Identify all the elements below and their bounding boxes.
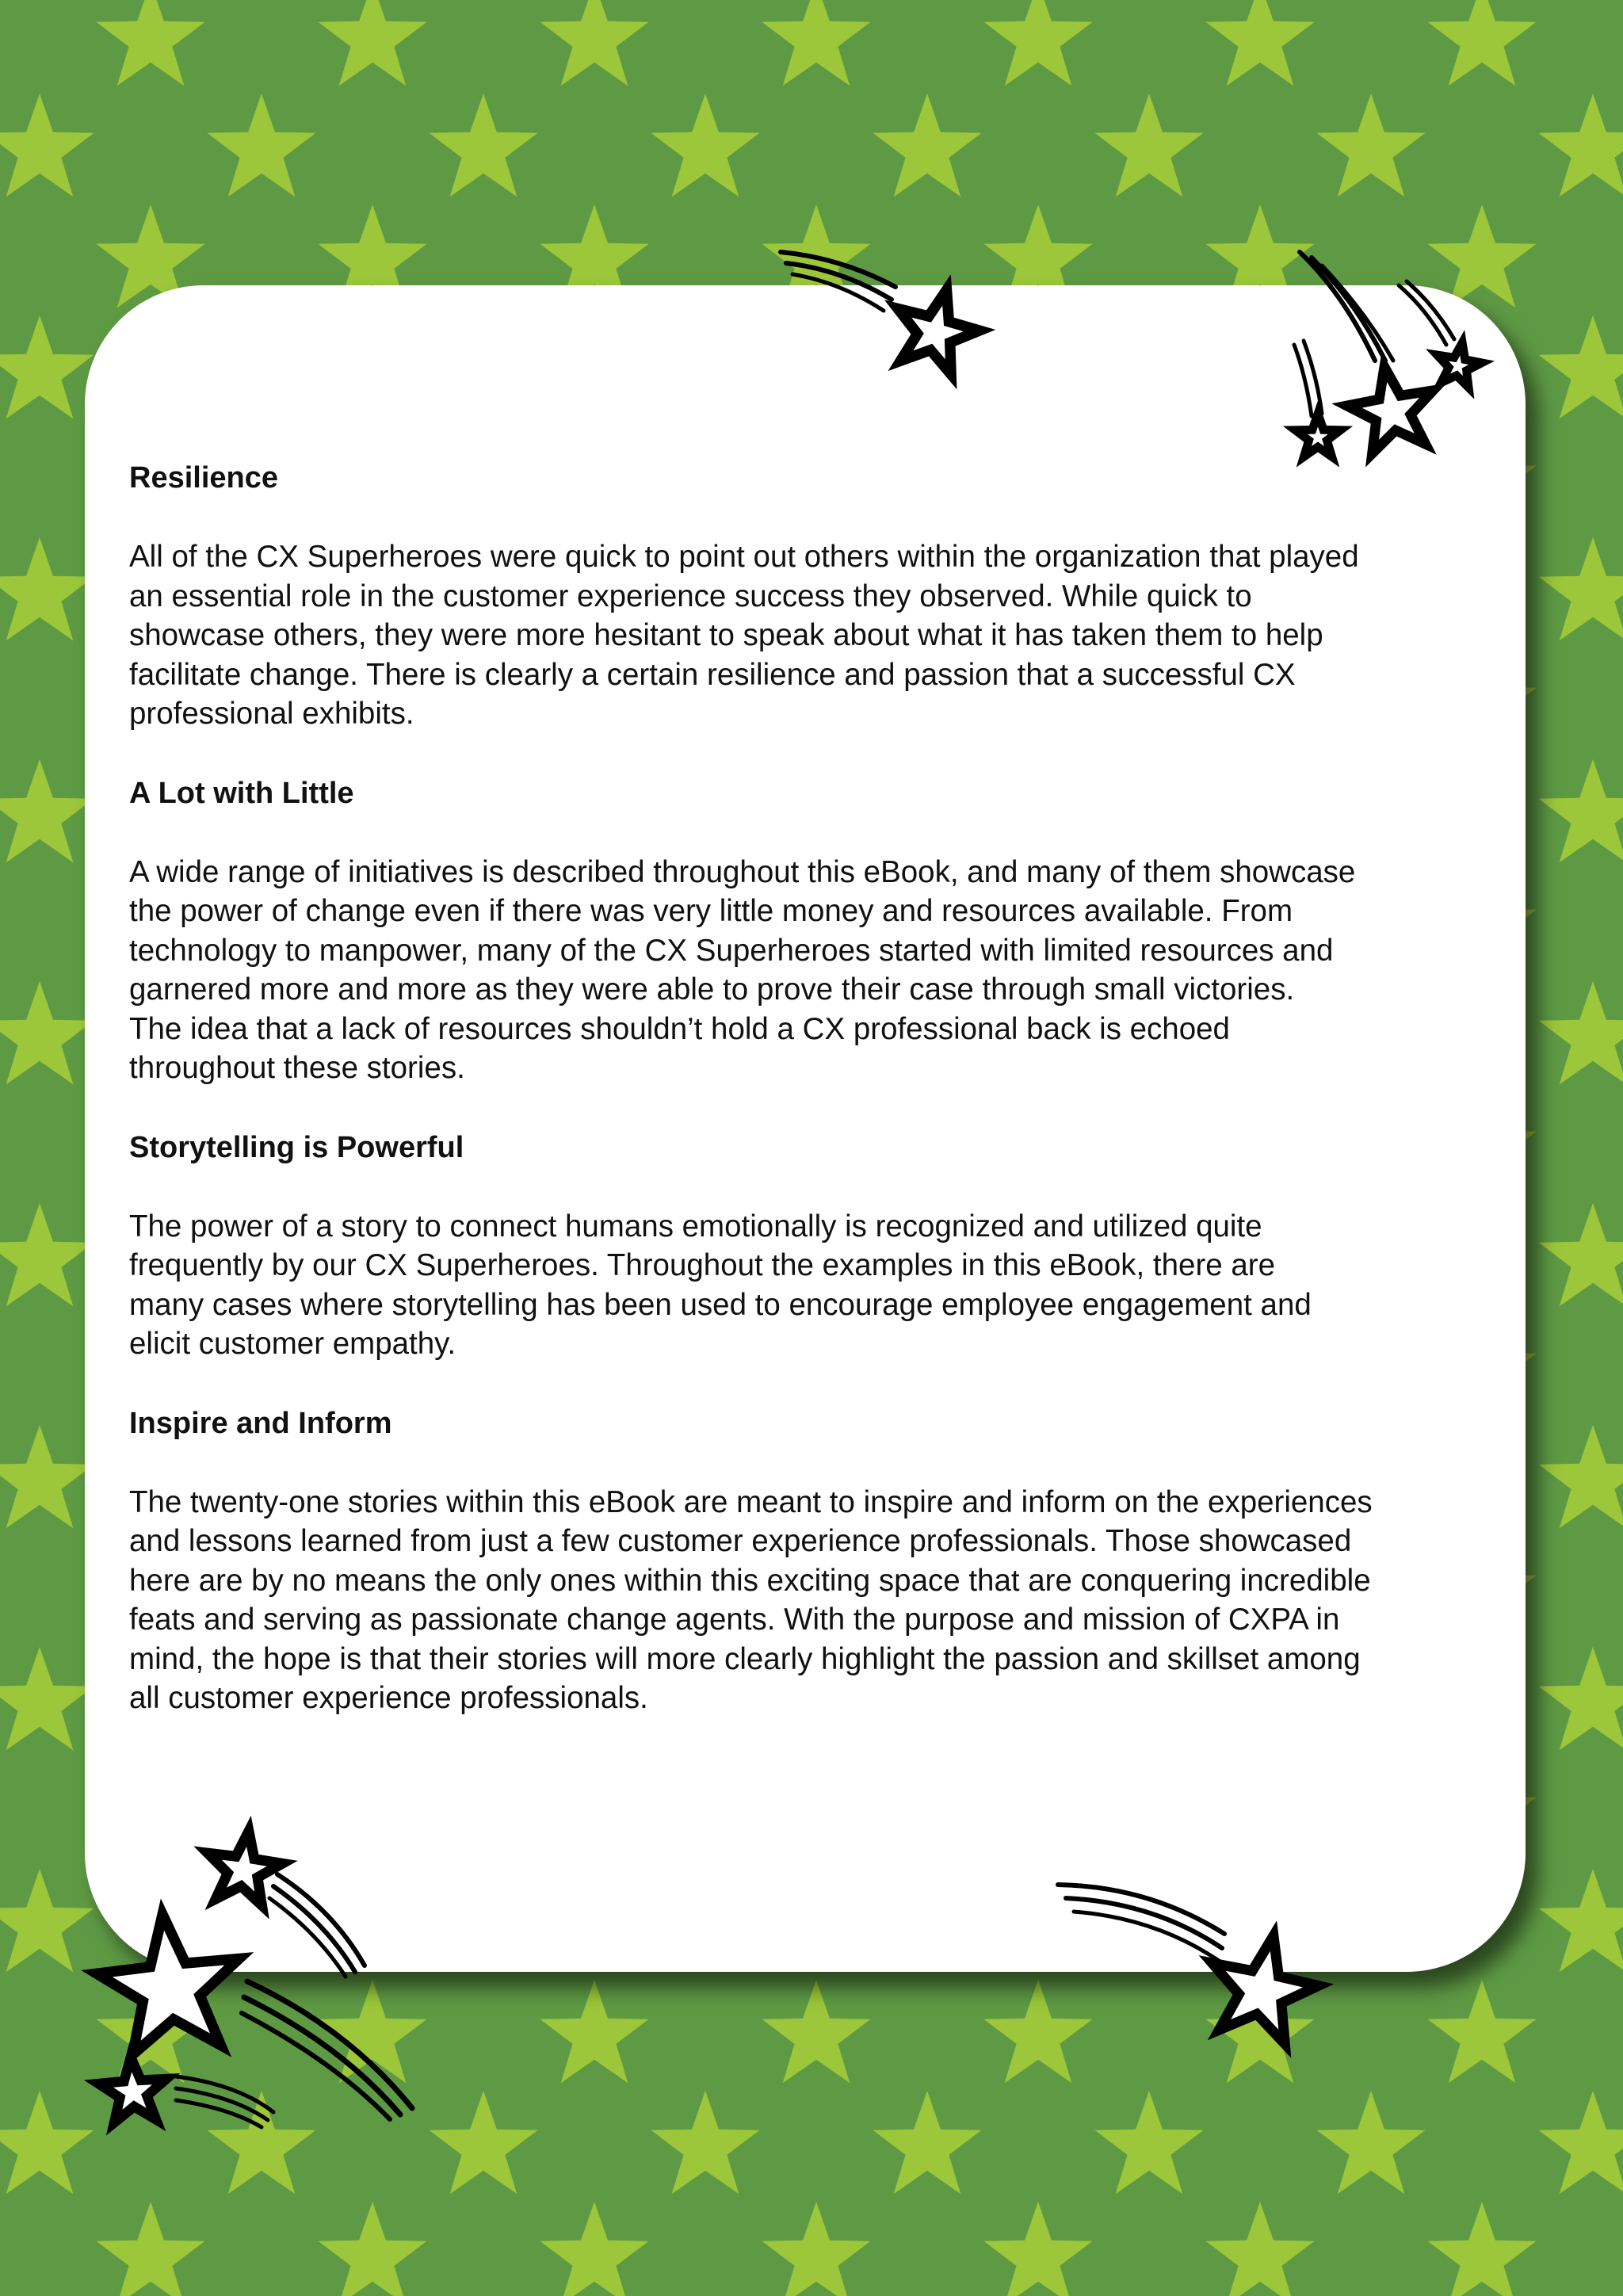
section-body-resilience: All of the CX Superheroes were quick to point out others within the organization that played an essential role in the customer experience success they observed. While quick to showcase others, they were more hesitant to speak about what it has taken them to help facilitate change. There is clearly a certain resilience and passion that a successful CX professional exhibits. <box>129 540 1359 731</box>
section-body-inspire-and-inform: The twenty-one stories within this eBook are meant to inspire and inform on the experiences and lessons learned from just a few customer experience professionals. Those showcased here are by no means the only ones within this exciting space that are conquering incredible feats and serving as passionate change agents. With the purpose and mission of CXPA in mind, the hope is that their stories will more clearly highlight the passion and skillset among all customer experience professionals. <box>129 1484 1373 1715</box>
section-body-a-lot-with-little: A wide range of initiatives is described throughout this eBook, and many of them showcase the power of change even if there was very little money and resources available. From technology to manpower, many of the CX Superheroes started with limited resources and garnered more and more as they were able to prove their case through small victories. The idea that a lack of resources shouldn’t hold a CX professional back is echoed throughout these stories. <box>129 854 1356 1085</box>
section-heading-storytelling: Storytelling is Powerful <box>129 1130 464 1164</box>
article-body <box>129 458 1476 1758</box>
section-heading-resilience: Resilience <box>129 461 278 495</box>
section-heading-inspire-and-inform: Inspire and Inform <box>129 1406 392 1440</box>
section-heading-a-lot-with-little: A Lot with Little <box>129 776 354 810</box>
section-body-storytelling: The power of a story to connect humans emotionally is recognized and utilized quite frequently by our CX Superheroes. Throughout the examples in this eBook, there are many cases where storytelling has been used to encourage employee engagement and elicit customer empathy. <box>129 1209 1312 1361</box>
